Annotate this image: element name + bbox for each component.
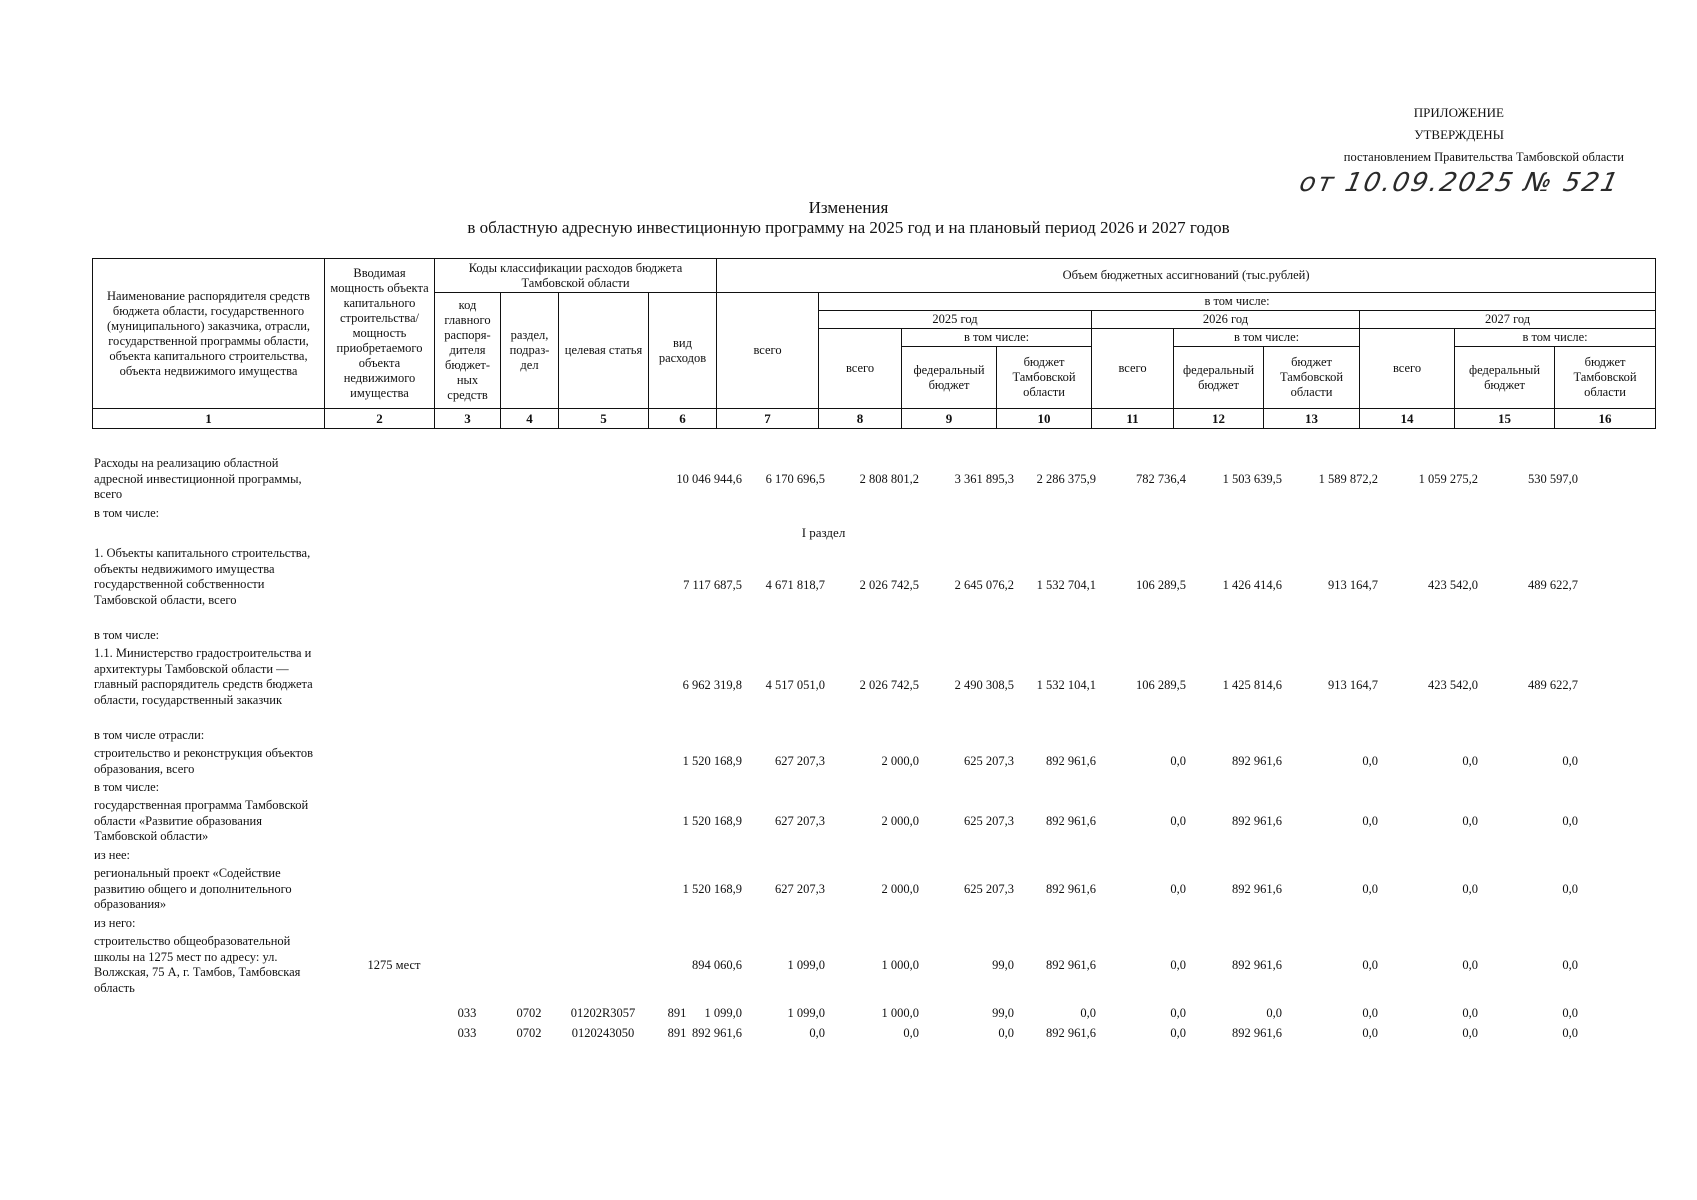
row-capacity: 1275 мест — [367, 958, 421, 972]
row-value: 1 520 168,9 — [682, 882, 742, 896]
row-value: 0,0 — [1170, 754, 1186, 768]
col-head-2027-incl: в том числе: — [1455, 329, 1656, 347]
col-head-2027: 2027 год — [1360, 311, 1656, 329]
row-value: 0,0 — [1266, 1006, 1282, 1020]
col-number: 16 — [1555, 409, 1656, 429]
col-head-2025-incl: в том числе: — [902, 329, 1092, 347]
row-value: 0,0 — [1362, 1006, 1378, 1020]
row-value: 625 207,3 — [964, 754, 1014, 768]
approval-block — [1244, 102, 1624, 168]
col-head-kind: вид расходов — [649, 293, 717, 409]
col-number: 3 — [435, 409, 501, 429]
row-value: 2 000,0 — [881, 754, 919, 768]
row-name: Расходы на реализацию областной адресной инвестиционной программы, всего — [94, 456, 302, 501]
row-value: 892 961,6 — [1232, 814, 1282, 828]
row-code: 033 — [457, 1006, 477, 1020]
col-head-2027-fed: федеральный бюджет — [1455, 347, 1555, 409]
row-value: 7 117 687,5 — [683, 578, 742, 592]
col-head-2025: 2025 год — [819, 311, 1092, 329]
row-name: в том числе: — [94, 506, 160, 520]
row-name: государственная программа Тамбовской области «Развитие образования Тамбовской области» — [94, 798, 309, 843]
row-value: 2 026 742,5 — [859, 578, 919, 592]
row-value: 892 961,6 — [1232, 1026, 1282, 1040]
col-number: 8 — [819, 409, 902, 429]
row-name: в том числе отрасли: — [94, 728, 205, 742]
header-table — [92, 258, 1656, 429]
col-number: 1 — [93, 409, 325, 429]
row-value: 489 622,7 — [1528, 578, 1578, 592]
row-value: 0,0 — [1462, 814, 1478, 828]
row-value: 423 542,0 — [1428, 578, 1478, 592]
col-head-2026-fed: федеральный бюджет — [1174, 347, 1264, 409]
row-value: 0,0 — [1462, 1026, 1478, 1040]
row-value: 1 099,0 — [704, 1006, 742, 1020]
table-row — [92, 780, 1655, 796]
col-number: 13 — [1264, 409, 1360, 429]
table-row — [92, 728, 1655, 744]
row-value: 489 622,7 — [1528, 678, 1578, 692]
row-value: 4 671 818,7 — [765, 578, 825, 592]
row-value: 0,0 — [1170, 958, 1186, 972]
col-head-2027-reg: бюджет Тамбовской области — [1555, 347, 1656, 409]
row-value: 0,0 — [1562, 1026, 1578, 1040]
appendix-label: ПРИЛОЖЕНИЕ — [1413, 105, 1504, 120]
row-value: 2 490 308,5 — [954, 678, 1014, 692]
row-value: 99,0 — [992, 1006, 1014, 1020]
row-value: 4 517 051,0 — [765, 678, 825, 692]
row-value: 913 164,7 — [1328, 678, 1378, 692]
row-value: 892 961,6 — [1232, 882, 1282, 896]
row-value: 2 808 801,2 — [859, 472, 919, 486]
row-value: 0,0 — [1362, 958, 1378, 972]
col-number: 4 — [501, 409, 559, 429]
col-head-2027-total: всего — [1360, 329, 1455, 409]
col-head-2026: 2026 год — [1092, 311, 1360, 329]
row-value: 2 286 375,9 — [1036, 472, 1096, 486]
document-subtitle: в областную адресную инвестиционную программу на 2025 год и на плановый период 2026 и 2027 годов — [467, 218, 1230, 237]
col-number: 9 — [902, 409, 997, 429]
row-value: 627 207,3 — [775, 882, 825, 896]
section-label: I раздел — [801, 525, 846, 540]
row-value: 625 207,3 — [964, 882, 1014, 896]
table-row — [92, 798, 1655, 846]
row-value: 1 589 872,2 — [1318, 472, 1378, 486]
row-value: 0,0 — [1362, 754, 1378, 768]
col-head-capacity: Вводимая мощность объекта капитального строительства/ мощность приобретаемого объекта недвижимого имущества — [325, 259, 435, 409]
row-value: 2 000,0 — [881, 814, 919, 828]
row-value: 625 207,3 — [964, 814, 1014, 828]
row-value: 892 961,6 — [1232, 754, 1282, 768]
col-head-2025-fed: федеральный бюджет — [902, 347, 997, 409]
row-value: 627 207,3 — [775, 754, 825, 768]
table-row — [92, 916, 1655, 932]
col-number: 11 — [1092, 409, 1174, 429]
row-name: строительство общеобразовательной школы на 1275 мест по адресу: ул. Волжская, 75 А, г. Тамбов, Тамбовская область — [94, 934, 301, 995]
row-value: 0,0 — [1362, 1026, 1378, 1040]
row-value: 1 503 639,5 — [1222, 472, 1282, 486]
col-head-codes: Коды классификации расходов бюджета Тамбовской области — [435, 259, 717, 293]
table-row — [92, 506, 1655, 522]
row-value: 892 961,6 — [692, 1026, 742, 1040]
col-number: 2 — [325, 409, 435, 429]
approved-label: УТВЕРЖДЕНЫ — [1414, 127, 1504, 142]
row-value: 530 597,0 — [1528, 472, 1578, 486]
row-value: 0,0 — [809, 1026, 825, 1040]
col-number: 7 — [717, 409, 819, 429]
row-value: 0,0 — [1462, 882, 1478, 896]
row-name: в том числе: — [94, 780, 160, 794]
row-value: 892 961,6 — [1232, 958, 1282, 972]
row-value: 0,0 — [1362, 814, 1378, 828]
row-code: 0702 — [516, 1026, 542, 1040]
row-value: 892 961,6 — [1046, 814, 1096, 828]
table-row — [92, 646, 1655, 726]
row-value: 3 361 895,3 — [954, 472, 1014, 486]
row-code: 891 — [667, 1026, 687, 1040]
col-number: 12 — [1174, 409, 1264, 429]
col-head-2026-reg: бюджет Тамбовской области — [1264, 347, 1360, 409]
table-row — [92, 746, 1655, 778]
row-value: 1 000,0 — [881, 958, 919, 972]
row-value: 0,0 — [1362, 882, 1378, 896]
row-code: 01202R3057 — [570, 1006, 636, 1020]
col-head-section: раздел, подраз-дел — [501, 293, 559, 409]
row-value: 99,0 — [992, 958, 1014, 972]
row-code: 0120243050 — [571, 1026, 635, 1040]
row-value: 0,0 — [1462, 958, 1478, 972]
row-code: 891 — [667, 1006, 687, 1020]
row-value: 0,0 — [1562, 958, 1578, 972]
row-value: 423 542,0 — [1428, 678, 1478, 692]
row-name: из него: — [94, 916, 136, 930]
decree-label: постановлением Правительства Тамбовской области — [1343, 150, 1624, 164]
row-value: 1 099,0 — [787, 958, 825, 972]
row-value: 0,0 — [1562, 754, 1578, 768]
row-value: 6 962 319,8 — [682, 678, 742, 692]
row-value: 10 046 944,6 — [676, 472, 742, 486]
row-value: 1 000,0 — [881, 1006, 919, 1020]
table-row — [92, 866, 1655, 914]
col-head-2026-total: всего — [1092, 329, 1174, 409]
row-value: 0,0 — [1170, 882, 1186, 896]
col-head-2025-reg: бюджет Тамбовской области — [997, 347, 1092, 409]
row-value: 2 000,0 — [881, 882, 919, 896]
handwritten-date-number: от 10.09.2025 № 521 — [1296, 168, 1623, 198]
row-value: 0,0 — [1462, 754, 1478, 768]
row-value: 892 961,6 — [1046, 882, 1096, 896]
col-head-volume: Объем бюджетных ассигнований (тыс.рублей) — [717, 259, 1656, 293]
row-value: 106 289,5 — [1136, 578, 1186, 592]
row-value: 0,0 — [998, 1026, 1014, 1040]
row-value: 1 520 168,9 — [682, 814, 742, 828]
col-head-2025-total: всего — [819, 329, 902, 409]
row-value: 0,0 — [1170, 1006, 1186, 1020]
col-number: 6 — [649, 409, 717, 429]
col-number: 15 — [1455, 409, 1555, 429]
row-value: 0,0 — [1462, 1006, 1478, 1020]
row-name: в том числе: — [94, 628, 160, 642]
row-value: 0,0 — [1562, 1006, 1578, 1020]
row-value: 0,0 — [1080, 1006, 1096, 1020]
table-row — [92, 628, 1655, 644]
row-code: 0702 — [516, 1006, 542, 1020]
table-row — [92, 1006, 1655, 1022]
col-number: 10 — [997, 409, 1092, 429]
col-head-2026-incl: в том числе: — [1174, 329, 1360, 347]
col-head-incl: в том числе: — [819, 293, 1656, 311]
row-value: 6 170 696,5 — [765, 472, 825, 486]
row-value: 1 520 168,9 — [682, 754, 742, 768]
row-name: строительство и реконструкция объектов образования, всего — [94, 746, 313, 776]
row-value: 1 059 275,2 — [1418, 472, 1478, 486]
table-row — [92, 546, 1655, 626]
row-value: 627 207,3 — [775, 814, 825, 828]
row-value: 1 099,0 — [787, 1006, 825, 1020]
col-head-grbs: код главного распоря-дителя бюджет-ных средств — [435, 293, 501, 409]
row-code: 033 — [457, 1026, 477, 1040]
table-row — [92, 1026, 1655, 1042]
row-value: 106 289,5 — [1136, 678, 1186, 692]
row-value: 0,0 — [1562, 882, 1578, 896]
row-name: из нее: — [94, 848, 131, 862]
col-head-total: всего — [717, 293, 819, 409]
row-name: 1.1. Министерство градостроительства и архитектуры Тамбовской области — главный распорядитель средств бюджета области, государственный заказчик — [94, 646, 313, 707]
row-value: 1 426 414,6 — [1222, 578, 1282, 592]
document-title: Изменения — [808, 198, 889, 217]
col-number: 5 — [559, 409, 649, 429]
table-row — [92, 934, 1655, 998]
row-value: 2 026 742,5 — [859, 678, 919, 692]
row-value: 913 164,7 — [1328, 578, 1378, 592]
table-row — [92, 456, 1655, 504]
col-head-article: целевая статья — [559, 293, 649, 409]
row-value: 1 532 704,1 — [1036, 578, 1096, 592]
col-number: 14 — [1360, 409, 1455, 429]
row-value: 2 645 076,2 — [954, 578, 1014, 592]
row-value: 892 961,6 — [1046, 958, 1096, 972]
col-head-name: Наименование распорядителя средств бюджета области, государственного (муниципального) заказчика, отрасли, государственной программы области, объекта капитального строительства, объекта недвижимого имущества — [93, 259, 325, 409]
table-row — [92, 848, 1655, 864]
row-value: 894 060,6 — [692, 958, 742, 972]
row-value: 782 736,4 — [1136, 472, 1186, 486]
row-value: 892 961,6 — [1046, 1026, 1096, 1040]
row-value: 0,0 — [903, 1026, 919, 1040]
row-value: 1 425 814,6 — [1222, 678, 1282, 692]
row-value: 892 961,6 — [1046, 754, 1096, 768]
row-value: 0,0 — [1170, 814, 1186, 828]
row-value: 0,0 — [1562, 814, 1578, 828]
row-value: 0,0 — [1170, 1026, 1186, 1040]
row-value: 1 532 104,1 — [1036, 678, 1096, 692]
row-name: 1. Объекты капитального строительства, объекты недвижимого имущества государственной собственности Тамбовской области, всего — [94, 546, 311, 607]
row-name: региональный проект «Содействие развитию общего и дополнительного образования» — [94, 866, 292, 911]
